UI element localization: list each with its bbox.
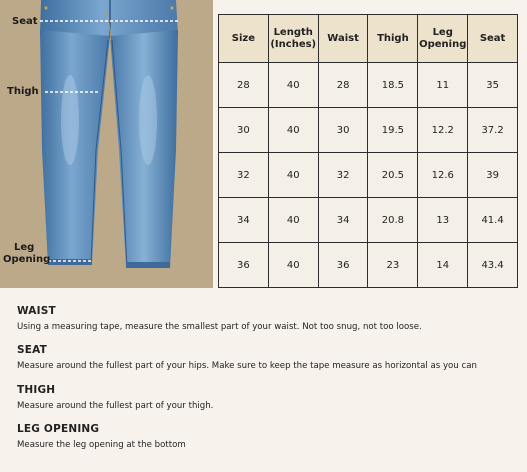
table-cell: 18.5 — [368, 63, 418, 108]
guide-section-thigh — [17, 384, 517, 412]
table-cell: 36 — [219, 243, 269, 288]
guide-title: LEG OPENING — [17, 423, 100, 435]
guide-title: SEAT — [17, 344, 48, 356]
thigh-label: Thigh — [7, 86, 39, 97]
table-cell: 11 — [418, 63, 468, 108]
col-header-size: Size — [219, 15, 269, 63]
table-cell: 12.6 — [418, 153, 468, 198]
table-cell: 30 — [219, 108, 269, 153]
table-cell: 39 — [468, 153, 518, 198]
table-cell: 20.5 — [368, 153, 418, 198]
table-cell: 12.2 — [418, 108, 468, 153]
leg-opening-label-line2: Opening — [3, 254, 51, 265]
col-header-waist: Waist — [318, 15, 368, 63]
guide-section-waist — [17, 305, 517, 333]
guide-text: Using a measuring tape, measure the smallest part of your waist. Not too snug, not too loose. — [17, 322, 422, 332]
table-cell: 40 — [268, 198, 318, 243]
table-cell: 20.8 — [368, 198, 418, 243]
table-cell: 30 — [318, 108, 368, 153]
table-row — [219, 63, 518, 108]
table-cell: 35 — [468, 63, 518, 108]
table-row — [219, 198, 518, 243]
table-row — [219, 243, 518, 288]
seat-label: Seat — [12, 16, 38, 27]
guide-section-seat — [17, 344, 517, 372]
table-cell: 14 — [418, 243, 468, 288]
col-header-leg-opening: Leg Opening — [418, 15, 468, 63]
table-cell: 32 — [219, 153, 269, 198]
table-cell: 36 — [318, 243, 368, 288]
table-cell: 41.4 — [468, 198, 518, 243]
col-header-seat: Seat — [468, 15, 518, 63]
table-cell: 37.2 — [468, 108, 518, 153]
size-chart-table — [218, 14, 518, 288]
table-cell: 19.5 — [368, 108, 418, 153]
table-cell: 23 — [368, 243, 418, 288]
table-cell: 28 — [318, 63, 368, 108]
guide-text: Measure around the fullest part of your hips. Make sure to keep the tape measure as horizontal as you can — [17, 361, 477, 371]
guide-title: THIGH — [17, 384, 56, 396]
table-cell: 40 — [268, 153, 318, 198]
table-cell: 34 — [318, 198, 368, 243]
table-cell: 34 — [219, 198, 269, 243]
table-cell: 13 — [418, 198, 468, 243]
table-row — [219, 108, 518, 153]
table-cell: 28 — [219, 63, 269, 108]
guide-text: Measure around the fullest part of your thigh. — [17, 401, 214, 411]
leg-opening-label-line1: Leg — [14, 242, 35, 253]
table-cell: 40 — [268, 243, 318, 288]
col-header-thigh: Thigh — [368, 15, 418, 63]
guide-title: WAIST — [17, 305, 56, 317]
table-cell: 43.4 — [468, 243, 518, 288]
guide-section-leg-opening — [17, 423, 517, 451]
table-row — [219, 153, 518, 198]
table-cell: 40 — [268, 108, 318, 153]
table-header-row — [219, 15, 518, 63]
jeans-measurement-figure — [0, 0, 213, 288]
table-cell: 40 — [268, 63, 318, 108]
table-cell: 32 — [318, 153, 368, 198]
guide-text: Measure the leg opening at the bottom — [17, 440, 186, 450]
col-header-length: Length (Inches) — [268, 15, 318, 63]
